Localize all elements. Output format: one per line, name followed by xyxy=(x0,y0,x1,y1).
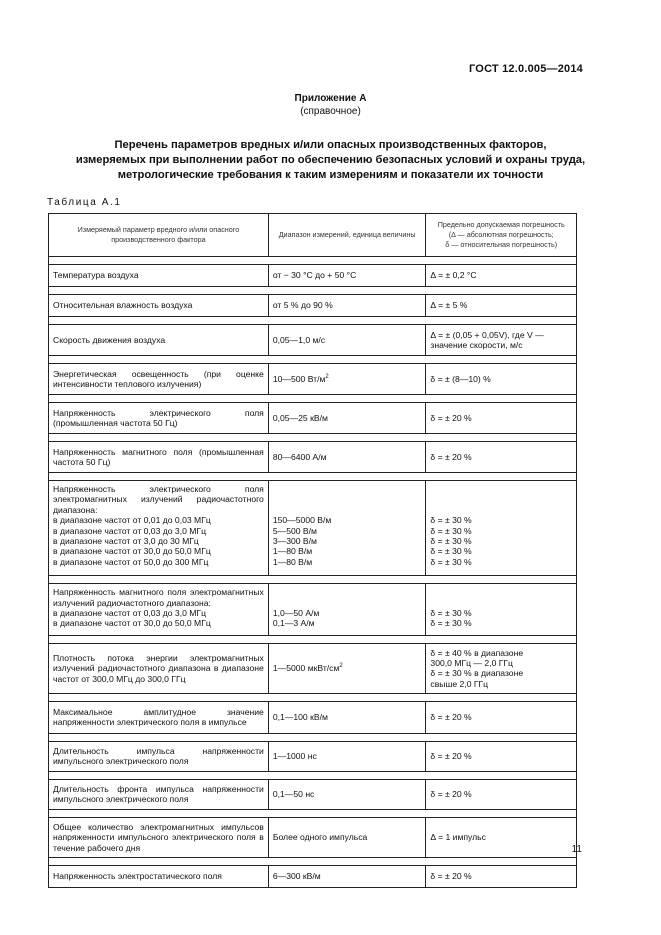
row-range: 0,1—100 кВ/м xyxy=(268,701,426,733)
row-subitem-error: δ = ± 30 % xyxy=(430,556,472,567)
main-title-line: метрологические требования к таким измерениям и показатели их точности xyxy=(117,169,544,181)
table-gap xyxy=(49,635,577,643)
row-subitem-range: 0,1—3 А/м xyxy=(272,618,315,629)
table-gap xyxy=(49,693,577,701)
row-parameter: Длительность импульса напряженности импульсного электрического поля xyxy=(49,741,269,771)
row-range: 0,05—25 кВ/м xyxy=(268,403,426,434)
row-parameter: Температура воздуха xyxy=(49,265,269,287)
range-superscript: 2 xyxy=(325,373,329,380)
header-error-line: (Δ — абсолютная погрешность; xyxy=(448,230,554,239)
row-range: Более одного импульса xyxy=(268,817,426,857)
header-range: Диапазон измерений, единица величины xyxy=(268,214,426,257)
table-gap xyxy=(49,356,577,364)
row-subitem: в диапазоне частот от 30,0 до 50,0 МГц xyxy=(53,546,211,557)
row-parameter xyxy=(49,481,269,576)
table-row xyxy=(49,817,577,857)
table-row xyxy=(49,865,577,887)
row-parameter: Напряженность электростатического поля xyxy=(49,865,269,887)
range-value: 1—5000 мкВт/см xyxy=(272,663,340,674)
row-subitem: в диапазоне частот от 0,01 до 0,03 МГц xyxy=(53,515,211,526)
row-subitem-range: 1—80 В/м xyxy=(272,546,313,557)
row-subitem-error: δ = ± 30 % xyxy=(430,608,472,619)
row-error: δ = ± (8—10) % xyxy=(426,364,577,395)
row-subitem-range: 5—500 В/м xyxy=(272,525,317,536)
appendix-subtitle: (справочное) xyxy=(300,106,361,117)
row-parameter: Максимальное амплитудное значение напряженности электрического поля в импульсе xyxy=(49,701,269,733)
row-parameter xyxy=(49,584,269,636)
table-label: Таблица А.1 xyxy=(47,197,122,208)
table-row xyxy=(49,701,577,733)
row-subitem: в диапазоне частот от 3,0 до 30 МГц xyxy=(53,536,199,547)
table-gap xyxy=(49,857,577,865)
row-range: 0,05—1,0 м/с xyxy=(268,325,426,356)
table-row xyxy=(49,643,577,693)
row-parameter: Напряженность электрического поля (промышленная частота 50 Гц) xyxy=(49,403,269,434)
row-error: δ = ± 20 % xyxy=(426,403,577,434)
row-range: от 5 % до 90 % xyxy=(268,295,426,317)
table-header-row xyxy=(49,214,577,257)
row-subitem: в диапазоне частот от 0,03 до 3,0 МГц xyxy=(53,608,207,619)
row-error-line: свыше 2,0 ГГц xyxy=(430,678,489,689)
row-error-line: δ = ± 30 % в диапазоне xyxy=(430,668,524,679)
table-gap xyxy=(49,771,577,779)
table-row xyxy=(49,325,577,356)
row-subitem: в диапазоне частот от 30,0 до 50,0 МГц xyxy=(53,618,211,629)
row-range: 1—1000 нс xyxy=(268,741,426,771)
row-subitem-error: δ = ± 30 % xyxy=(430,618,472,629)
table-gap xyxy=(49,434,577,442)
table-row xyxy=(49,295,577,317)
table-gap xyxy=(49,395,577,403)
header-error-line: Предельно допускаемая погрешность xyxy=(437,220,565,229)
row-parameter: Плотность потока энергии электромагнитных излучений радиочастотного диапазона в диапазоне частот от 300,0 МГц до 300,0 ГГц xyxy=(49,643,269,693)
row-parameter-head: Напряженность магнитного поля электромагнитных излучений радиочастотного диапазона: xyxy=(53,587,264,608)
table-gap xyxy=(49,317,577,325)
table-row xyxy=(49,442,577,473)
row-subitem-error: δ = ± 30 % xyxy=(430,525,472,536)
row-error xyxy=(426,481,577,576)
row-error: δ = ± 20 % xyxy=(426,741,577,771)
parameters-table xyxy=(48,213,577,888)
appendix-heading xyxy=(0,92,661,118)
row-error: Δ = ± 5 % xyxy=(426,295,577,317)
row-subitem-range: 1,0—50 А/м xyxy=(272,608,320,619)
header-error xyxy=(426,214,577,257)
row-range xyxy=(268,584,426,636)
header-parameter: Измеряемый параметр вредного и/или опасного производственного фактора xyxy=(49,214,269,257)
row-subitem-range: 1—80 В/м xyxy=(272,556,313,567)
table-row xyxy=(49,265,577,287)
row-error: Δ = 1 импульс xyxy=(426,817,577,857)
page-number: 11 xyxy=(571,844,582,855)
row-parameter: Длительность фронта импульса напряженности импульсного электрического поля xyxy=(49,779,269,809)
table-gap xyxy=(49,257,577,265)
row-subitem: в диапазоне частот от 50,0 до 300 МГц xyxy=(53,556,209,567)
row-error: δ = ± 20 % xyxy=(426,701,577,733)
table-gap xyxy=(49,287,577,295)
row-parameter: Энергетическая освещенность (при оценке интенсивности теплового излучения) xyxy=(49,364,269,395)
row-parameter: Относительная влажность воздуха xyxy=(49,295,269,317)
table-gap xyxy=(49,809,577,817)
table-gap xyxy=(49,733,577,741)
row-error-line: δ = ± 40 % в диапазоне xyxy=(430,647,524,658)
row-subitem-error: δ = ± 30 % xyxy=(430,515,472,526)
row-error xyxy=(426,643,577,693)
row-subitem-error: δ = ± 30 % xyxy=(430,536,472,547)
main-title-line: измеряемых при выполнении работ по обеспечению безопасных условий и охраны труда, xyxy=(75,154,586,166)
row-parameter: Напряженность магнитного поля (промышленная частота 50 Гц) xyxy=(49,442,269,473)
row-range xyxy=(268,364,426,395)
table-row xyxy=(49,779,577,809)
standard-header: ГОСТ 12.0.005—2014 xyxy=(469,63,583,75)
row-error-line: Δ = ± (0,05 + 0,05V), где V — xyxy=(430,329,544,340)
row-parameter: Скорость движения воздуха xyxy=(49,325,269,356)
row-range: от − 30 °С до + 50 °С xyxy=(268,265,426,287)
row-range: 80—6400 А/м xyxy=(268,442,426,473)
table-row xyxy=(49,584,577,636)
row-subitem-range: 3—300 В/м xyxy=(272,536,317,547)
row-range xyxy=(268,643,426,693)
row-error: Δ = ± 0,2 °С xyxy=(426,265,577,287)
table-row xyxy=(49,481,577,576)
row-error: δ = ± 20 % xyxy=(426,779,577,809)
row-error-line: 300,0 МГц — 2,0 ГГц xyxy=(430,657,513,668)
row-parameter: Общее количество электромагнитных импульсов напряженности импульсного электрического поля в течение рабочего дня xyxy=(49,817,269,857)
header-error-line: δ — относительная погрешность) xyxy=(445,240,558,249)
range-superscript: 2 xyxy=(339,663,343,670)
range-value: 10—500 Вт/м xyxy=(272,373,326,384)
row-parameter-head: Напряженность электрического поля электромагнитных излучений радиочастотного диапазона: xyxy=(53,484,264,515)
table-row xyxy=(49,403,577,434)
row-subitem-range: 150—5000 В/м xyxy=(272,515,332,526)
table-gap xyxy=(49,576,577,584)
main-title-line: Перечень параметров вредных и/или опасных производственных факторов, xyxy=(114,139,547,151)
row-error xyxy=(426,584,577,636)
row-error: δ = ± 20 % xyxy=(426,442,577,473)
main-title xyxy=(60,138,601,183)
row-range: 0,1—50 нс xyxy=(268,779,426,809)
row-error xyxy=(426,325,577,356)
row-error-line: значение скорости, м/с xyxy=(430,340,523,350)
appendix-title: Приложение А xyxy=(294,93,367,104)
table-row xyxy=(49,364,577,395)
row-range xyxy=(268,481,426,576)
row-range: 6—300 кВ/м xyxy=(268,865,426,887)
table-row xyxy=(49,741,577,771)
table-gap xyxy=(49,473,577,481)
row-subitem-error: δ = ± 30 % xyxy=(430,546,472,557)
row-subitem: в диапазоне частот от 0,03 до 3,0 МГц xyxy=(53,525,207,536)
row-error: δ = ± 20 % xyxy=(426,865,577,887)
